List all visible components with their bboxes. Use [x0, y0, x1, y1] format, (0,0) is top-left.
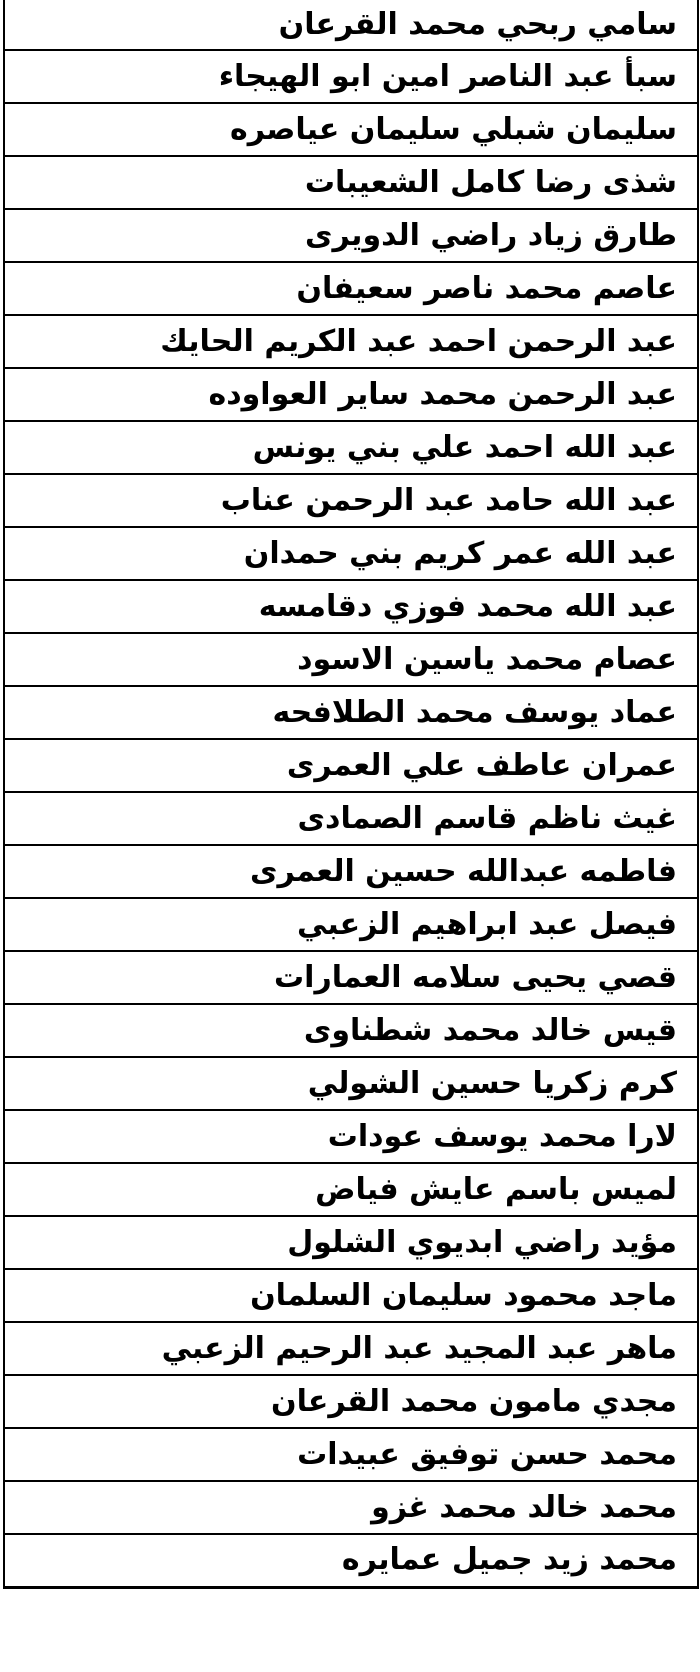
name-cell: ماهر عبد المجيد عبد الرحيم الزعبي	[4, 1322, 698, 1375]
table-row	[4, 633, 698, 686]
table-row	[4, 156, 698, 209]
table-row	[4, 1216, 698, 1269]
name-cell: عبد الله عمر كريم بني حمدان	[4, 527, 698, 580]
table-row	[4, 1322, 698, 1375]
table-row	[4, 898, 698, 951]
name-cell: عبد الرحمن محمد ساير العواوده	[4, 368, 698, 421]
name-cell: ماجد محمود سليمان السلمان	[4, 1269, 698, 1322]
names-table	[3, 0, 699, 1589]
name-cell: محمد زيد جميل عمايره	[4, 1534, 698, 1587]
name-cell: كرم زكريا حسين الشولي	[4, 1057, 698, 1110]
name-cell: طارق زياد راضي الدويرى	[4, 209, 698, 262]
table-row	[4, 686, 698, 739]
table-row	[4, 50, 698, 103]
name-cell: مجدي مامون محمد القرعان	[4, 1375, 698, 1428]
table-row	[4, 527, 698, 580]
table-row	[4, 103, 698, 156]
name-cell: عماد يوسف محمد الطلافحه	[4, 686, 698, 739]
table-row	[4, 262, 698, 315]
table-row	[4, 739, 698, 792]
name-cell: عمران عاطف علي العمرى	[4, 739, 698, 792]
table-row	[4, 1481, 698, 1534]
table-row	[4, 1375, 698, 1428]
name-cell: عبد الله حامد عبد الرحمن عناب	[4, 474, 698, 527]
name-cell: قيس خالد محمد شطناوى	[4, 1004, 698, 1057]
table-row	[4, 792, 698, 845]
table-row	[4, 1428, 698, 1481]
table-row	[4, 1110, 698, 1163]
name-cell: عبد الله محمد فوزي دقامسه	[4, 580, 698, 633]
name-cell: مؤيد راضي ابديوي الشلول	[4, 1216, 698, 1269]
name-cell: محمد خالد محمد غزو	[4, 1481, 698, 1534]
name-cell: سبأ عبد الناصر امين ابو الهيجاء	[4, 50, 698, 103]
name-cell: فيصل عبد ابراهيم الزعبي	[4, 898, 698, 951]
name-cell: لميس باسم عايش فياض	[4, 1163, 698, 1216]
table-row	[4, 421, 698, 474]
table-row	[4, 1163, 698, 1216]
table-row	[4, 1269, 698, 1322]
name-cell: عاصم محمد ناصر سعيفان	[4, 262, 698, 315]
table-row	[4, 474, 698, 527]
name-cell: فاطمه عبدالله حسين العمرى	[4, 845, 698, 898]
name-cell: محمد حسن توفيق عبيدات	[4, 1428, 698, 1481]
name-cell: شذى رضا كامل الشعيبات	[4, 156, 698, 209]
names-table-body	[4, 0, 698, 1587]
name-cell: سامي ربحي محمد القرعان	[4, 0, 698, 50]
table-row	[4, 951, 698, 1004]
name-cell: غيث ناظم قاسم الصمادى	[4, 792, 698, 845]
table-row	[4, 845, 698, 898]
table-row	[4, 1534, 698, 1587]
name-cell: عصام محمد ياسين الاسود	[4, 633, 698, 686]
table-row	[4, 0, 698, 50]
name-cell: عبد الله احمد علي بني يونس	[4, 421, 698, 474]
table-row	[4, 1057, 698, 1110]
name-cell: عبد الرحمن احمد عبد الكريم الحايك	[4, 315, 698, 368]
table-row	[4, 580, 698, 633]
name-cell: سليمان شبلي سليمان عياصره	[4, 103, 698, 156]
name-cell: لارا محمد يوسف عودات	[4, 1110, 698, 1163]
table-row	[4, 368, 698, 421]
table-row	[4, 1004, 698, 1057]
name-cell: قصي يحيى سلامه العمارات	[4, 951, 698, 1004]
table-row	[4, 315, 698, 368]
table-row	[4, 209, 698, 262]
